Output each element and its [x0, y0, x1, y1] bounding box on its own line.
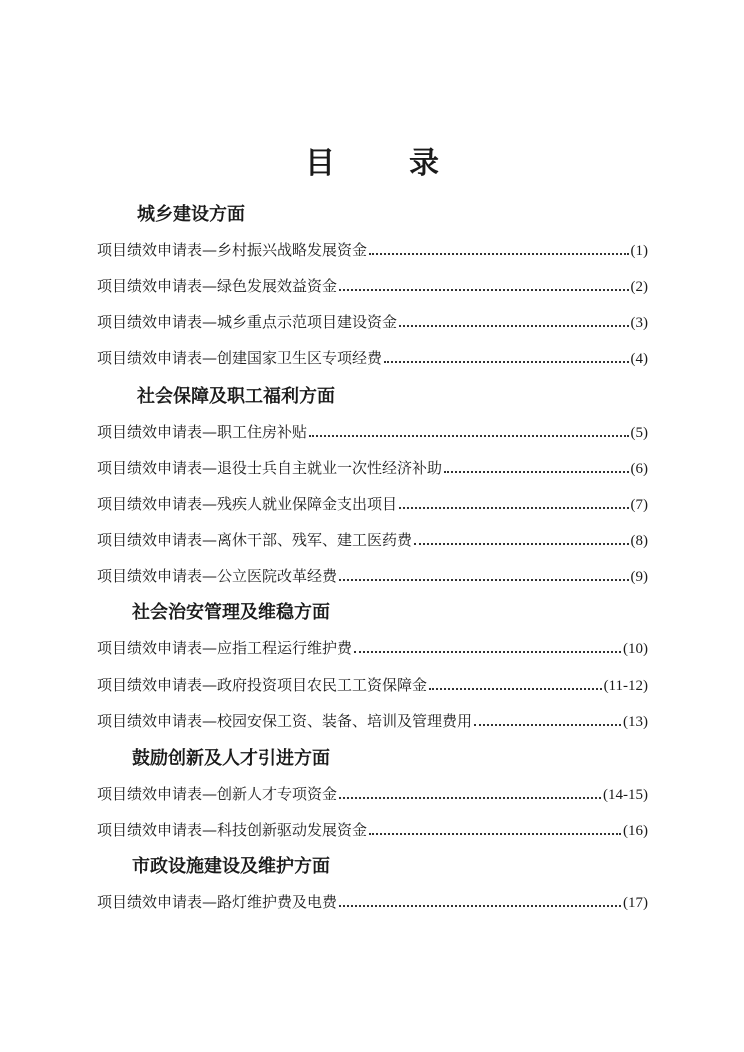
dot-leader	[414, 532, 628, 550]
toc-entry-page: (4)	[630, 351, 648, 367]
dot-leader	[339, 568, 628, 586]
toc-entry-page: (5)	[630, 425, 648, 441]
dot-leader	[369, 822, 621, 840]
dot-leader	[354, 640, 621, 658]
section-heading-municipal: 市政设施建设及维护方面	[132, 856, 330, 877]
dot-leader	[309, 424, 628, 442]
toc-entry-page: (1)	[630, 243, 648, 259]
dot-leader	[339, 894, 621, 912]
toc-entry-label: 项目绩效申请表—城乡重点示范项目建设资金	[97, 313, 398, 331]
toc-entry-label: 项目绩效申请表—职工住房补贴	[97, 423, 308, 441]
toc-entry-page: (6)	[630, 461, 648, 477]
toc-entry[interactable]	[97, 562, 648, 586]
dot-leader	[399, 496, 628, 514]
toc-entry-label: 项目绩效申请表—校园安保工资、装备、培训及管理费用	[97, 712, 473, 730]
toc-entry-page: (8)	[630, 533, 648, 549]
toc-entry[interactable]	[97, 526, 648, 550]
toc-entry-page: (16)	[623, 823, 648, 839]
dot-leader	[474, 713, 621, 731]
section-heading-public-security: 社会治安管理及维稳方面	[132, 602, 330, 623]
toc-entry-label: 项目绩效申请表—退役士兵自主就业一次性经济补助	[97, 459, 443, 477]
toc-entry[interactable]	[97, 236, 648, 260]
toc-entry-label: 项目绩效申请表—创建国家卫生区专项经费	[97, 349, 383, 367]
toc-entry-label: 项目绩效申请表—科技创新驱动发展资金	[97, 821, 368, 839]
dot-leader	[399, 314, 628, 332]
dot-leader	[339, 278, 628, 296]
section-heading-social-security: 社会保障及职工福利方面	[137, 386, 335, 407]
toc-entry-label: 项目绩效申请表—应指工程运行维护费	[97, 639, 353, 657]
toc-entry-page: (7)	[630, 497, 648, 513]
toc-entry[interactable]	[97, 780, 648, 804]
toc-entry[interactable]	[97, 816, 648, 840]
section-heading-innovation: 鼓励创新及人才引进方面	[132, 748, 330, 769]
toc-entry[interactable]	[97, 707, 648, 731]
toc-entry[interactable]	[97, 272, 648, 296]
toc-entry-label: 项目绩效申请表—绿色发展效益资金	[97, 277, 338, 295]
toc-entry[interactable]	[97, 344, 648, 368]
toc-entry[interactable]	[97, 490, 648, 514]
toc-entry-page: (10)	[623, 641, 648, 657]
toc-entry-label: 项目绩效申请表—离休干部、残军、建工医药费	[97, 531, 413, 549]
toc-entry-page: (9)	[630, 569, 648, 585]
toc-entry-label: 项目绩效申请表—残疾人就业保障金支出项目	[97, 495, 398, 513]
toc-entry[interactable]	[97, 671, 648, 695]
dot-leader	[339, 786, 601, 804]
page-title: 目 录	[305, 146, 461, 181]
toc-entry-page: (3)	[630, 315, 648, 331]
section-heading-urban-rural: 城乡建设方面	[137, 204, 245, 225]
toc-entry[interactable]	[97, 888, 648, 912]
toc-entry-label: 项目绩效申请表—公立医院改革经费	[97, 567, 338, 585]
toc-entry[interactable]	[97, 634, 648, 658]
toc-entry-page: (13)	[623, 714, 648, 730]
toc-entry-label: 项目绩效申请表—乡村振兴战略发展资金	[97, 241, 368, 259]
toc-entry-label: 项目绩效申请表—政府投资项目农民工工资保障金	[97, 676, 428, 694]
toc-entry-label: 项目绩效申请表—创新人才专项资金	[97, 785, 338, 803]
toc-entry-page: (17)	[623, 895, 648, 911]
dot-leader	[384, 350, 628, 368]
toc-entry[interactable]	[97, 418, 648, 442]
toc-entry[interactable]	[97, 308, 648, 332]
toc-entry-page: (2)	[630, 279, 648, 295]
dot-leader	[369, 242, 628, 260]
toc-entry-label: 项目绩效申请表—路灯维护费及电费	[97, 893, 338, 911]
dot-leader	[444, 460, 628, 478]
toc-entry-page: (11-12)	[603, 678, 648, 694]
toc-entry[interactable]	[97, 454, 648, 478]
toc-entry-page: (14-15)	[603, 787, 648, 803]
dot-leader	[429, 677, 602, 695]
